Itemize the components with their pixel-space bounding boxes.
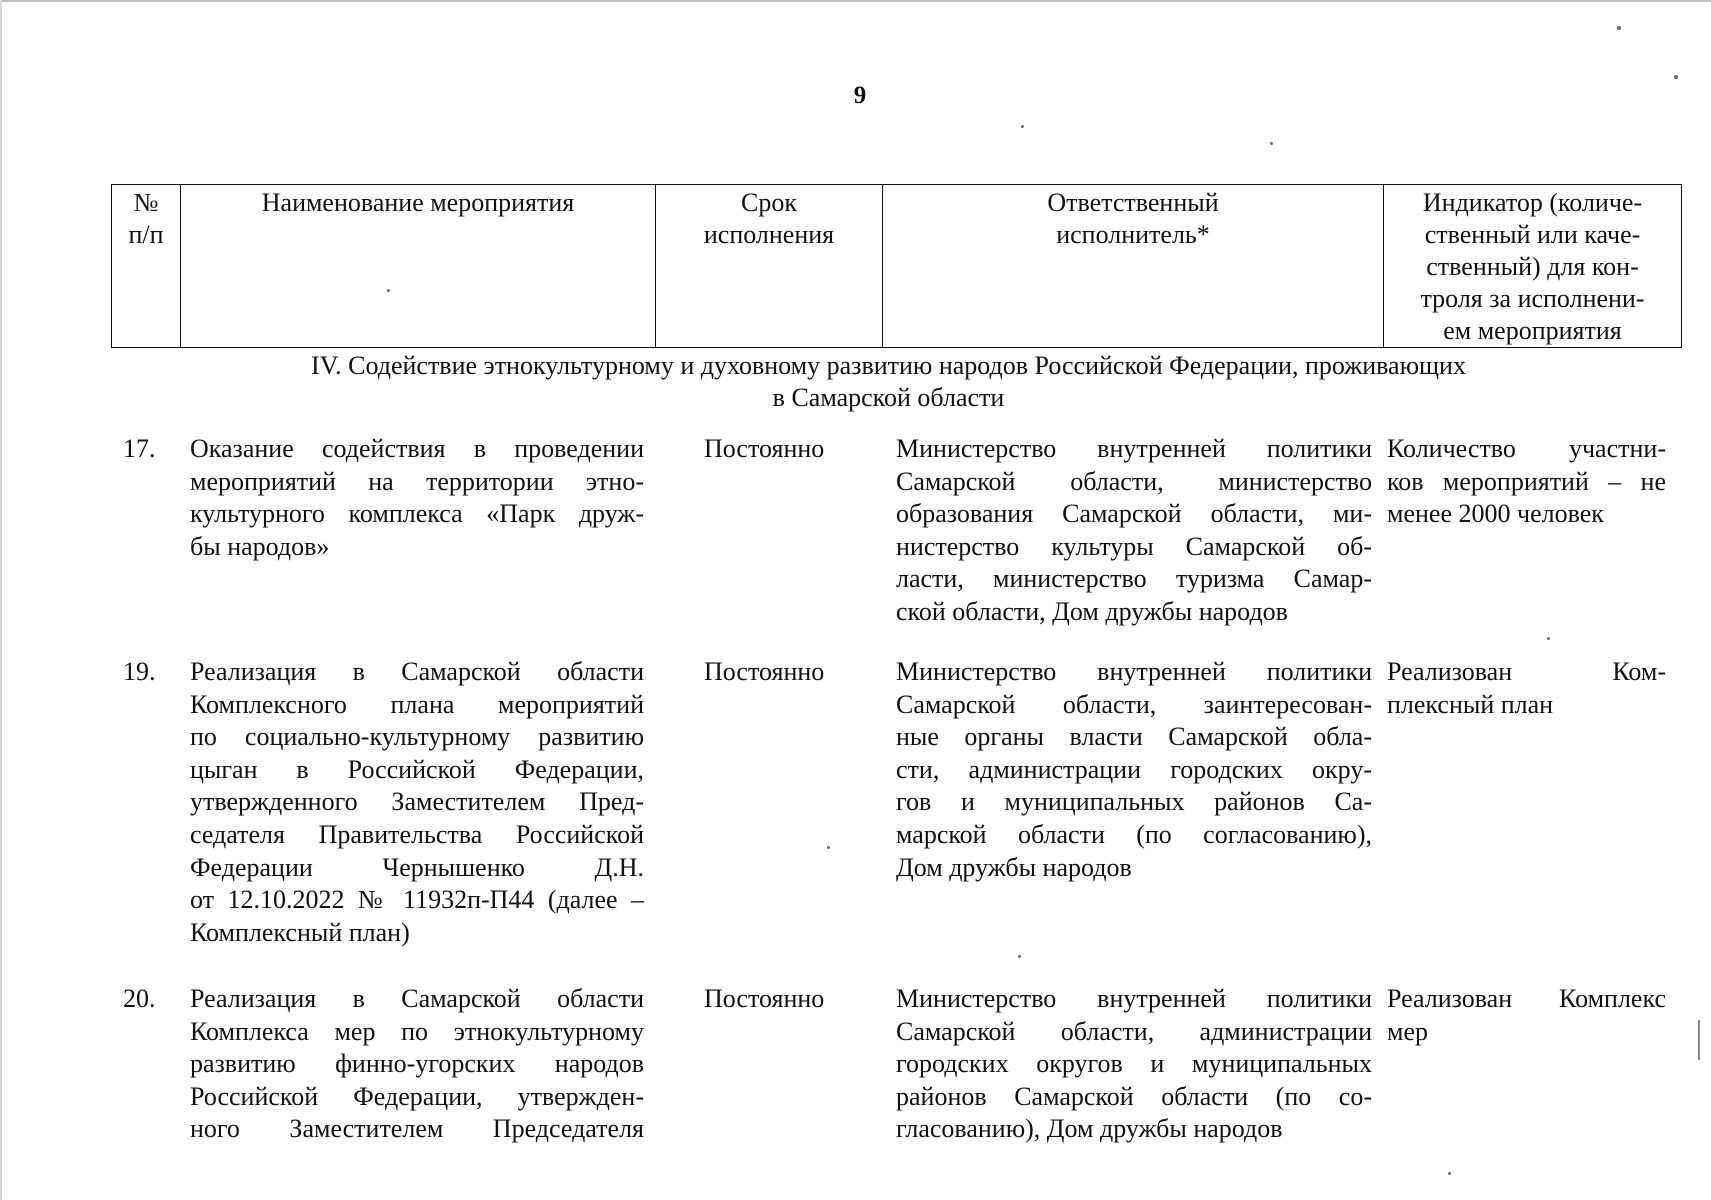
header-line: троля за исполнени- — [1420, 284, 1645, 313]
text-line: Оказание содействия в проведении — [190, 434, 644, 463]
text-line: мероприятий на территории этно- — [190, 466, 644, 496]
text-line: ков мероприятий – не — [1387, 466, 1666, 496]
scan-speck — [1448, 1172, 1451, 1175]
text-line: Комплексного плана мероприятий — [190, 689, 644, 719]
indicator — [1387, 983, 1666, 1048]
text-line: Количество участни- — [1387, 434, 1666, 463]
text-line: Реализован Комплекс — [1387, 984, 1666, 1013]
text-line: Федерации Чернышенко Д.Н. — [190, 852, 644, 882]
execution-term: Постоянно — [704, 657, 825, 686]
header-line: Ответственный — [1047, 188, 1219, 217]
text-line: плексный план — [1387, 689, 1554, 719]
row-number: 20. — [123, 984, 156, 1013]
responsible-executor — [896, 433, 1372, 629]
table-header — [111, 184, 1682, 348]
header-line: ственный) для кон- — [1426, 252, 1639, 281]
text-line: от 12.10.2022 № 11932п-П44 (далее – — [190, 885, 644, 915]
text-line: Министерство внутренней политики — [896, 657, 1372, 686]
text-line: сти, администрации городских окру- — [896, 754, 1372, 784]
responsible-executor — [896, 983, 1372, 1146]
header-line: п/п — [128, 220, 164, 249]
header-col-responsible — [883, 185, 1384, 348]
scan-speck — [827, 846, 830, 849]
text-line: Самарской области, министерство — [896, 466, 1372, 496]
text-line: утвержденного Заместителем Пред- — [190, 787, 644, 817]
table-header-row — [112, 185, 1682, 348]
header-line: ственный или каче- — [1424, 220, 1641, 249]
text-line: ного Заместителем Председателя — [190, 1114, 644, 1144]
text-line: по социально-культурному развитию — [190, 722, 644, 752]
text-line: гласованию), Дом дружбы народов — [896, 1114, 1283, 1144]
event-name — [190, 433, 644, 563]
row-number: 17. — [123, 434, 156, 463]
scan-top-edge — [0, 0, 1711, 2]
text-line: марской области (по согласованию), — [896, 819, 1372, 849]
text-line: Дом дружбы народов — [896, 852, 1132, 882]
text-line: Самарской области, администрации — [896, 1016, 1372, 1046]
page-number: 9 — [853, 82, 867, 109]
text-line: седателя Правительства Российской — [190, 819, 644, 849]
text-line: Реализация в Самарской области — [190, 657, 644, 686]
section-heading — [111, 350, 1666, 414]
indicator — [1387, 433, 1666, 531]
indicator — [1387, 656, 1666, 721]
text-line: гов и муниципальных районов Са- — [896, 787, 1372, 817]
header-col-term — [656, 185, 883, 348]
responsible-executor — [896, 656, 1372, 884]
scan-speck — [1617, 26, 1621, 30]
scan-speck — [1674, 75, 1678, 79]
text-line: ской области, Дом дружбы народов — [896, 596, 1288, 626]
execution-term: Постоянно — [704, 984, 825, 1013]
text-line: бы народов» — [190, 531, 330, 561]
text-line: культурного комплекса «Парк друж- — [190, 499, 644, 529]
text-line: Комплекса мер по этнокультурному — [190, 1016, 644, 1046]
text-line: городских округов и муниципальных — [896, 1049, 1372, 1079]
scan-left-edge — [0, 0, 2, 1200]
text-line: районов Самарской области (по со- — [896, 1081, 1372, 1111]
text-line: образования Самарской области, ми- — [896, 499, 1372, 529]
section-heading-line: в Самарской области — [772, 383, 1005, 412]
text-line: ласти, министерство туризма Самар- — [896, 564, 1372, 594]
scan-speck — [1270, 142, 1273, 145]
text-line: Комплексный план) — [190, 917, 410, 947]
text-line: Реализован Ком- — [1387, 657, 1666, 686]
text-line: Российской Федерации, утвержден- — [190, 1081, 644, 1111]
header-col-name — [181, 185, 656, 348]
scan-speck — [1018, 955, 1021, 958]
header-line: ем мероприятия — [1443, 316, 1622, 345]
row-number: 19. — [123, 657, 156, 686]
text-line: мер — [1387, 1016, 1428, 1046]
scan-speck — [1021, 125, 1024, 128]
text-line: нистерство культуры Самарской об- — [896, 531, 1372, 561]
text-line: ные органы власти Самарской обла- — [896, 722, 1372, 752]
section-heading-line: IV. Содействие этнокультурному и духовному развитию народов Российской Федерации, проживающих — [311, 351, 1466, 380]
text-line: Самарской области, заинтересован- — [896, 689, 1372, 719]
header-line: Наименование мероприятия — [261, 188, 575, 217]
header-line: Срок — [741, 188, 797, 217]
text-line: развитию финно-угорских народов — [190, 1049, 644, 1079]
text-line: Министерство внутренней политики — [896, 984, 1372, 1013]
scan-speck — [1698, 1020, 1700, 1060]
header-col-number — [112, 185, 181, 348]
header-line: Индикатор (количе- — [1422, 188, 1643, 217]
execution-term: Постоянно — [704, 434, 825, 463]
header-line: № — [133, 188, 159, 217]
scan-speck — [1547, 637, 1550, 640]
event-name — [190, 656, 644, 949]
header-line: исполнения — [703, 220, 835, 249]
text-line: цыган в Российской Федерации, — [190, 754, 644, 784]
scan-speck — [387, 289, 390, 292]
text-line: менее 2000 человек — [1387, 499, 1604, 529]
event-name — [190, 983, 644, 1146]
text-line: Реализация в Самарской области — [190, 984, 644, 1013]
header-line: исполнитель* — [1056, 220, 1210, 249]
header-col-indicator — [1384, 185, 1682, 348]
text-line: Министерство внутренней политики — [896, 434, 1372, 463]
